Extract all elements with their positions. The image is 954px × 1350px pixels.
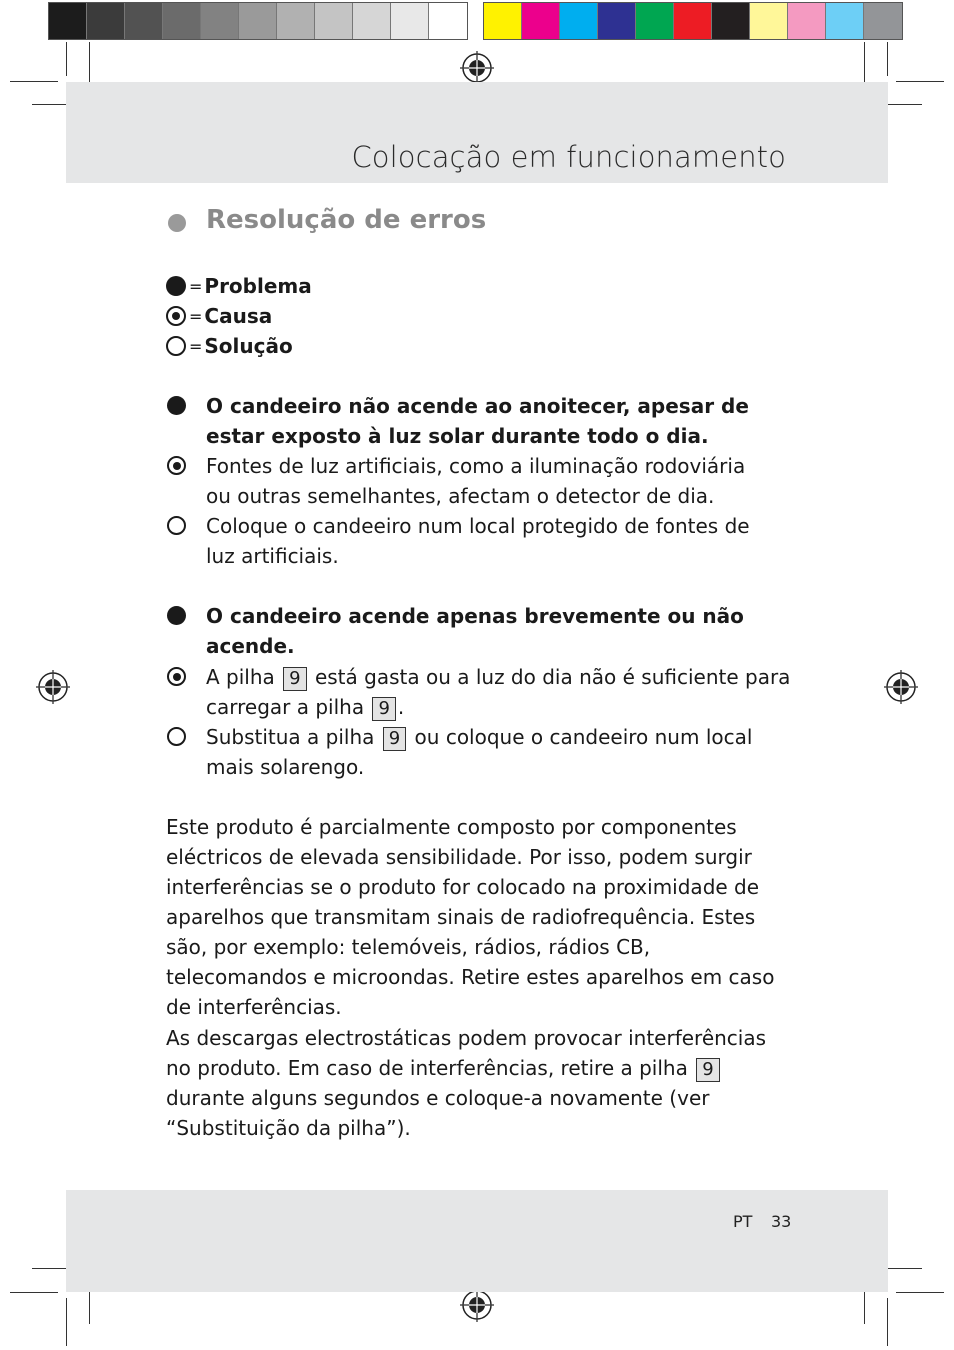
color-swatch <box>864 3 902 39</box>
color-swatch <box>598 3 636 39</box>
problem-icon <box>166 276 186 296</box>
color-swatch <box>391 3 429 39</box>
problem-icon <box>167 606 186 625</box>
page-number: 33 <box>771 1212 792 1231</box>
issue-2-solution <box>206 722 796 782</box>
page-title: Colocação em funcionamento <box>351 140 786 174</box>
part-reference-badge: 9 <box>696 1058 719 1082</box>
cause-icon <box>167 456 186 475</box>
registration-mark-icon <box>460 1288 494 1322</box>
issue-1-solution: Coloque o candeeiro num local protegido de fontes de luz artificiais. <box>206 514 750 568</box>
color-swatch <box>49 3 87 39</box>
legend-equals: = <box>189 276 203 296</box>
issue-2-cause <box>206 662 796 722</box>
text: durante alguns segundos e coloque-a novamente (ver “Substituição da pilha”). <box>166 1086 710 1140</box>
text: ou coloque o candeeiro num local mais solarengo. <box>206 725 753 779</box>
color-swatch <box>674 3 712 39</box>
registration-mark-icon <box>36 670 70 704</box>
cause-icon <box>166 306 186 326</box>
color-swatch <box>353 3 391 39</box>
footer-panel <box>66 1190 888 1292</box>
legend-label-solution: Solução <box>204 334 293 358</box>
legend-label-cause: Causa <box>204 304 273 328</box>
color-swatch <box>163 3 201 39</box>
color-swatch <box>277 3 315 39</box>
issue-2-problem: O candeeiro acende apenas brevemente ou não acende. <box>206 604 744 658</box>
text: Substitua a pilha <box>206 725 375 749</box>
color-swatch <box>788 3 826 39</box>
issue-1-cause: Fontes de luz artificiais, como a iluminação rodoviária ou outras semelhantes, afectam o detector de dia. <box>206 454 746 508</box>
solution-icon <box>166 336 186 356</box>
part-reference-badge: 9 <box>283 667 306 691</box>
color-swatch <box>239 3 277 39</box>
paragraph-electrostatic <box>166 1023 794 1143</box>
legend-problem <box>166 272 312 300</box>
color-swatch <box>560 3 598 39</box>
part-reference-badge: 9 <box>372 697 395 721</box>
paragraph-interference: Este produto é parcialmente composto por componentes eléctricos de elevada sensibilidade. Por isso, podem surgir interferências se o produto for colocado na proximidade de aparelhos que transmitam sinais de radiofrequência. Estes são, por exemplo: telemóveis, rádios, rádios CB, telecomandos e microondas. Retire estes aparelhos em caso de interferências. <box>166 815 775 1019</box>
color-swatch <box>522 3 560 39</box>
text: . <box>397 695 405 719</box>
part-reference-badge: 9 <box>383 727 406 751</box>
grayscale-color-bar <box>48 2 468 40</box>
registration-mark-icon <box>884 670 918 704</box>
color-swatch <box>750 3 788 39</box>
issue-1-problem: O candeeiro não acende ao anoitecer, apesar de estar exposto à luz solar durante todo o dia. <box>206 394 749 448</box>
color-swatch <box>315 3 353 39</box>
color-swatch <box>87 3 125 39</box>
cause-icon <box>167 667 186 686</box>
color-swatch <box>712 3 750 39</box>
color-swatch <box>125 3 163 39</box>
problem-icon <box>167 396 186 415</box>
color-swatch <box>484 3 522 39</box>
color-swatch <box>636 3 674 39</box>
solution-icon <box>167 516 186 535</box>
process-color-bar <box>483 2 903 40</box>
color-swatch <box>429 3 467 39</box>
legend-equals: = <box>189 336 203 356</box>
section-bullet-icon <box>168 214 186 232</box>
color-swatch <box>201 3 239 39</box>
footer-language: PT <box>733 1212 753 1231</box>
text: A pilha <box>206 665 275 689</box>
solution-icon <box>167 727 186 746</box>
legend-equals: = <box>189 306 203 326</box>
text: está gasta ou a luz do dia não é suficiente para carregar a pilha <box>206 665 791 719</box>
legend-solution <box>166 332 293 360</box>
section-title: Resolução de erros <box>206 205 487 235</box>
color-swatch <box>826 3 864 39</box>
legend-cause <box>166 302 272 330</box>
registration-mark-icon <box>460 51 494 85</box>
text: As descargas electrostáticas podem provocar interferências no produto. Em caso de interferências, retire a pilha <box>166 1026 767 1080</box>
legend-label-problem: Problema <box>204 274 312 298</box>
